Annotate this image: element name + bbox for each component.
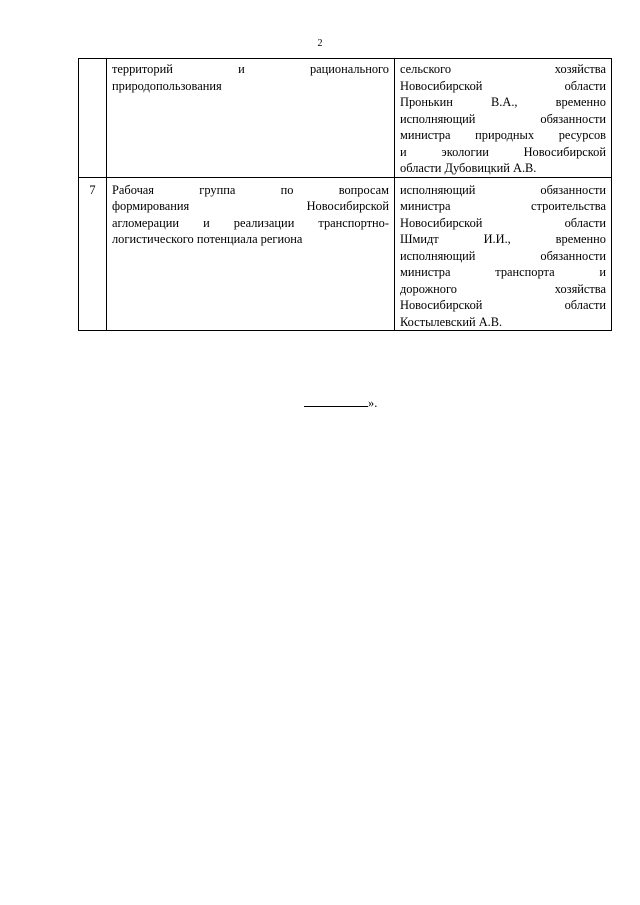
working-group-cell [107,59,395,178]
responsible-line: Костылевский А.В. [400,314,503,329]
responsible-line: и экологии Новосибирской [400,144,606,159]
working-group-line: территорий и рационального [112,62,389,76]
responsible-line: министра транспорта и [400,265,606,279]
responsible-cell [395,177,612,331]
working-group-line: природопользования [112,78,222,93]
closing-underline [304,394,368,407]
responsible-line: Новосибирской области [400,78,606,93]
row-number-cell: 7 [79,177,107,331]
responsible-line: дорожного хозяйства [400,281,606,296]
responsible-line: области Дубовицкий А.В. [400,161,537,175]
responsible-line: Новосибирской области [400,215,606,230]
responsible-line: Шмидт И.И., временно [400,232,606,246]
closing-mark [304,394,377,411]
working-group-line: Рабочая группа по вопросам [112,182,389,197]
working-group-line: логистического потенциала региона [112,232,303,246]
working-group-line: агломерации и реализации транспортно- [112,215,389,230]
responsible-line: исполняющий обязанности [400,111,606,126]
responsible-line: Пронькин В.А., временно [400,95,606,109]
working-group-line: формирования Новосибирской [112,199,389,213]
closing-quote: ». [368,396,378,410]
working-groups-table [78,58,612,331]
table-row [79,59,612,178]
responsible-line: министра строительства [400,199,606,213]
working-group-cell [107,177,395,331]
responsible-cell [395,59,612,178]
responsible-line: исполняющий обязанности [400,248,606,263]
row-number-cell [79,59,107,178]
responsible-line: министра природных ресурсов [400,128,606,142]
responsible-line: Новосибирской области [400,298,606,312]
responsible-line: исполняющий обязанности [400,182,606,197]
page-number: 2 [317,38,323,49]
responsible-line: сельского хозяйства [400,62,606,76]
table-row [79,177,612,331]
